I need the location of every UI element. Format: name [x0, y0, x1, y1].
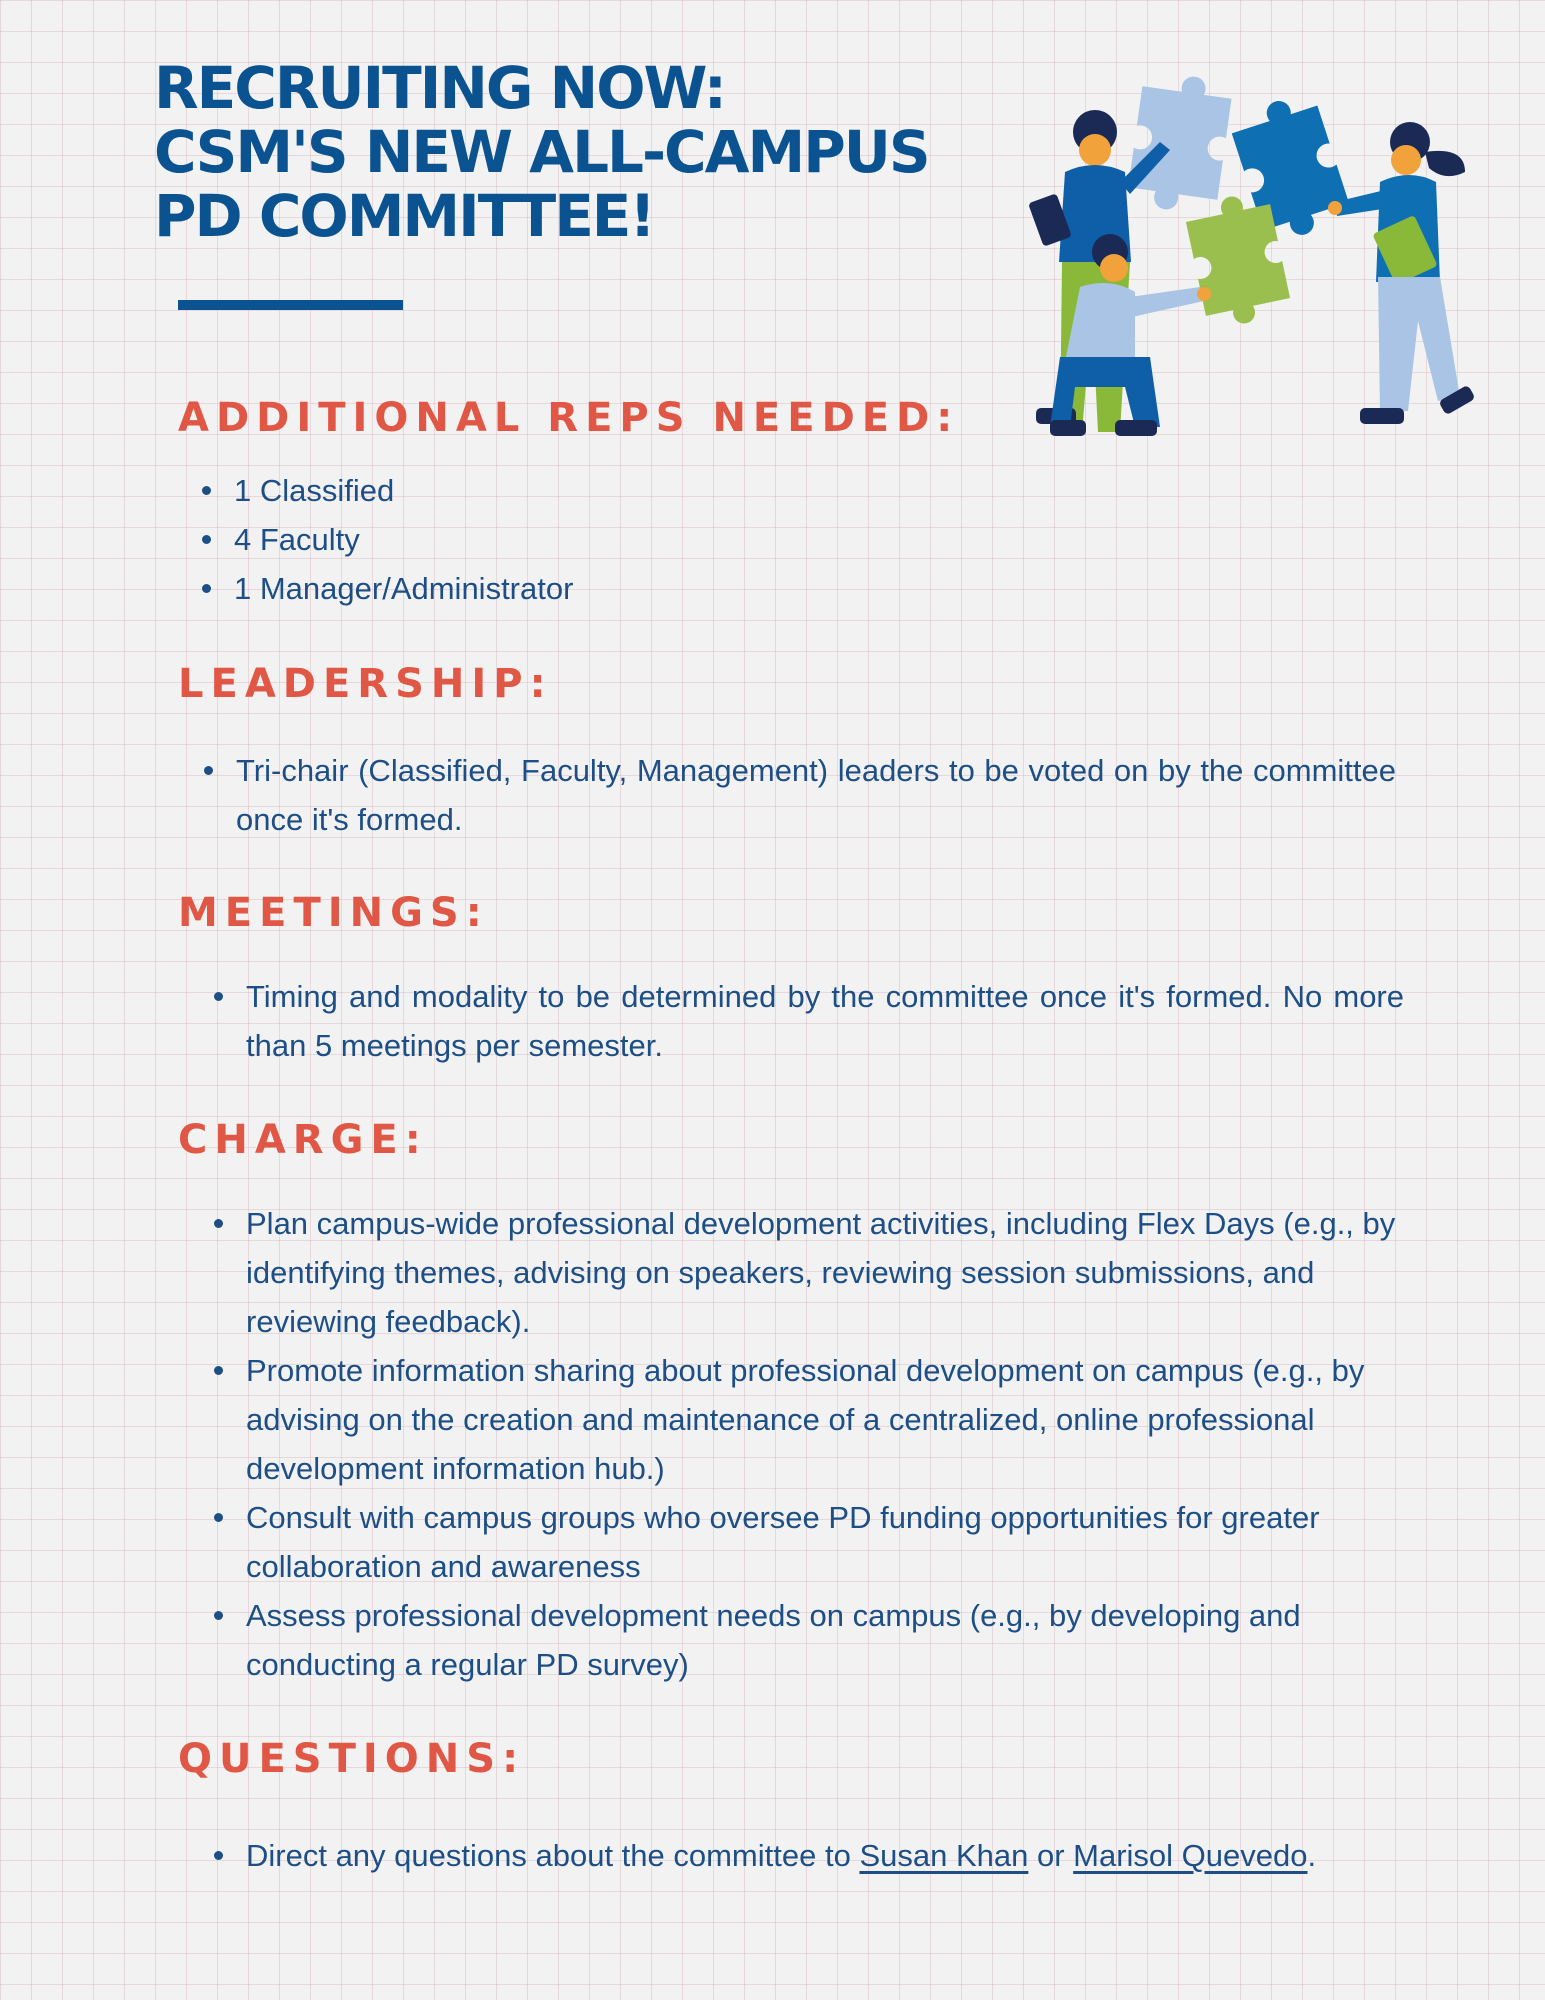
list-item: Consult with campus groups who oversee PD funding opportunities for greater collaboration and awareness — [210, 1493, 1404, 1591]
list-item: Assess professional development needs on campus (e.g., by developing and conducting a regular PD survey) — [210, 1591, 1404, 1689]
questions-or: or — [1028, 1838, 1074, 1873]
title-line-3: PD COMMITTEE! — [154, 182, 654, 250]
leadership-heading: LEADERSHIP: — [178, 661, 553, 707]
contact-link-susan-khan[interactable]: Susan Khan — [859, 1838, 1029, 1873]
leadership-list — [200, 746, 1396, 844]
meetings-list — [210, 972, 1404, 1070]
contact-link-marisol-quevedo[interactable]: Marisol Quevedo — [1073, 1838, 1308, 1873]
list-item: Tri-chair (Classified, Faculty, Management) leaders to be voted on by the committee once it's formed. — [200, 746, 1396, 844]
list-item: 4 Faculty — [198, 515, 1098, 564]
team-puzzle-illustration — [1000, 72, 1500, 442]
puzzle-piece-light-blue-icon — [1126, 72, 1234, 216]
title-line-1: RECRUITING NOW: — [154, 54, 725, 122]
list-item — [210, 1831, 1404, 1880]
page-title — [154, 56, 1014, 248]
list-item: Plan campus-wide professional development activities, including Flex Days (e.g., by identifying themes, advising on speakers, reviewing session submissions, and reviewing feedback). — [210, 1199, 1404, 1346]
questions-list — [210, 1831, 1404, 1880]
questions-prefix: Direct any questions about the committee to — [246, 1838, 860, 1873]
questions-heading: QUESTIONS: — [178, 1736, 526, 1782]
list-item: 1 Classified — [198, 466, 1098, 515]
charge-heading: CHARGE: — [178, 1117, 428, 1163]
title-line-2: CSM'S NEW ALL-CAMPUS — [154, 118, 929, 186]
person-standing-right-icon — [1328, 122, 1476, 424]
list-item: Promote information sharing about professional development on campus (e.g., by advising on the creation and maintenance of a centralized, online professional development information hub.) — [210, 1346, 1404, 1493]
reps-heading: ADDITIONAL REPS NEEDED: — [178, 395, 960, 441]
reps-list — [198, 466, 1098, 613]
list-item: Timing and modality to be determined by the committee once it's formed. No more than 5 meetings per semester. — [210, 972, 1404, 1070]
questions-suffix: . — [1307, 1838, 1317, 1873]
charge-list — [210, 1199, 1404, 1689]
meetings-heading: MEETINGS: — [178, 890, 489, 936]
title-underline — [178, 300, 403, 310]
list-item: 1 Manager/Administrator — [198, 564, 1098, 613]
